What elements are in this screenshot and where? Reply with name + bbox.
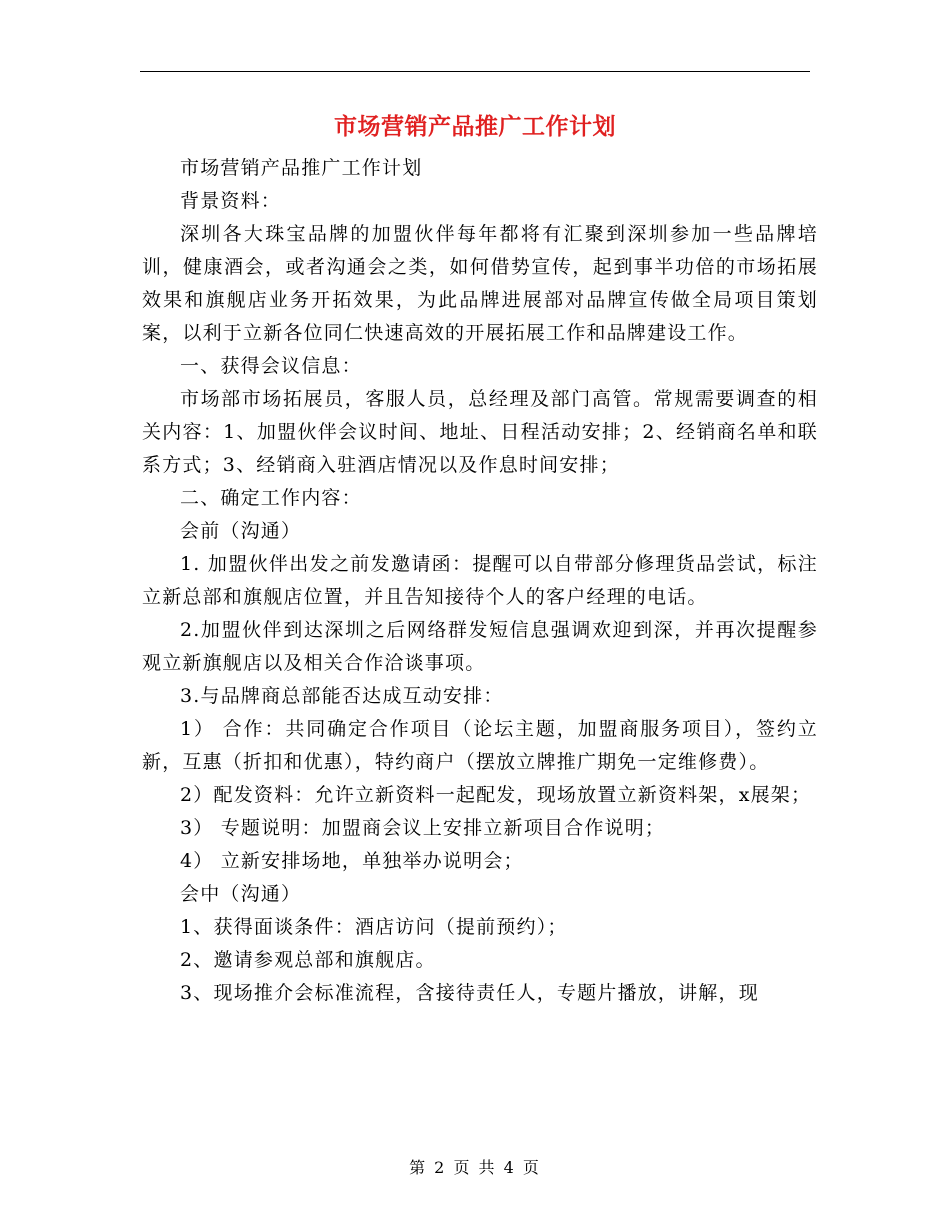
paragraph-subtitle: 市场营销产品推广工作计划 (180, 157, 423, 179)
section-heading-2: 二、确定工作内容： (180, 487, 362, 509)
subheading-before-meeting: 会前（沟通） (180, 520, 302, 542)
document-body (142, 152, 818, 1010)
paragraph-background-heading: 背景资料： (180, 190, 282, 212)
list-item: 4） 立新安排场地，单独举办说明会； (180, 850, 524, 872)
list-item: 3.与品牌商总部能否达成互动安排： (180, 685, 504, 707)
list-item: 3、现场推介会标准流程，含接待责任人，专题片播放，讲解，现 (180, 982, 759, 1004)
paragraph-background: 深圳各大珠宝品牌的加盟伙伴每年都将有汇聚到深圳参加一些品牌培训，健康酒会，或者沟通会之类，如何借势宣传，起到事半功倍的市场拓展效果和旗舰店业务开拓效果，为此品牌进展部对品牌宣传做全局项目策划案，以利于立新各位同仁快速高效的开展拓展工作和品牌建设工作。 (142, 223, 818, 344)
list-item: 3） 专题说明：加盟商会议上安排立新项目合作说明； (180, 817, 666, 839)
page-footer: 第 2 页 共 4 页 (409, 1158, 541, 1177)
document-title: 市场营销产品推广工作计划 (334, 113, 616, 140)
list-item: 1、获得面谈条件：酒店访问（提前预约）； (180, 916, 568, 938)
list-item: 1） 合作：共同确定合作项目（论坛主题，加盟商服务项目），签约立新，互惠（折扣和优惠），特约商户（摆放立牌推广期免一定维修费）。 (142, 718, 818, 773)
header-rule (140, 71, 810, 72)
paragraph-meeting-info: 市场部市场拓展员，客服人员，总经理及部门高管。常规需要调查的相关内容：1、加盟伙伴会议时间、地址、日程活动安排；2、经销商名单和联系方式；3、经销商入驻酒店情况以及作息时间安排； (142, 388, 818, 476)
subheading-during-meeting: 会中（沟通） (180, 883, 302, 905)
list-item: 1. 加盟伙伴出发之前发邀请函：提醒可以自带部分修理货品尝试，标注立新总部和旗舰店位置，并且告知接待个人的客户经理的电话。 (142, 553, 818, 608)
section-heading-1: 一、获得会议信息： (180, 355, 362, 377)
list-item: 2、邀请参观总部和旗舰店。 (180, 949, 436, 971)
list-item: 2.加盟伙伴到达深圳之后网络群发短信息强调欢迎到深，并再次提醒参观立新旗舰店以及相关合作洽谈事项。 (142, 619, 818, 674)
list-item: 2）配发资料：允许立新资料一起配发，现场放置立新资料架，x展架； (180, 784, 812, 806)
